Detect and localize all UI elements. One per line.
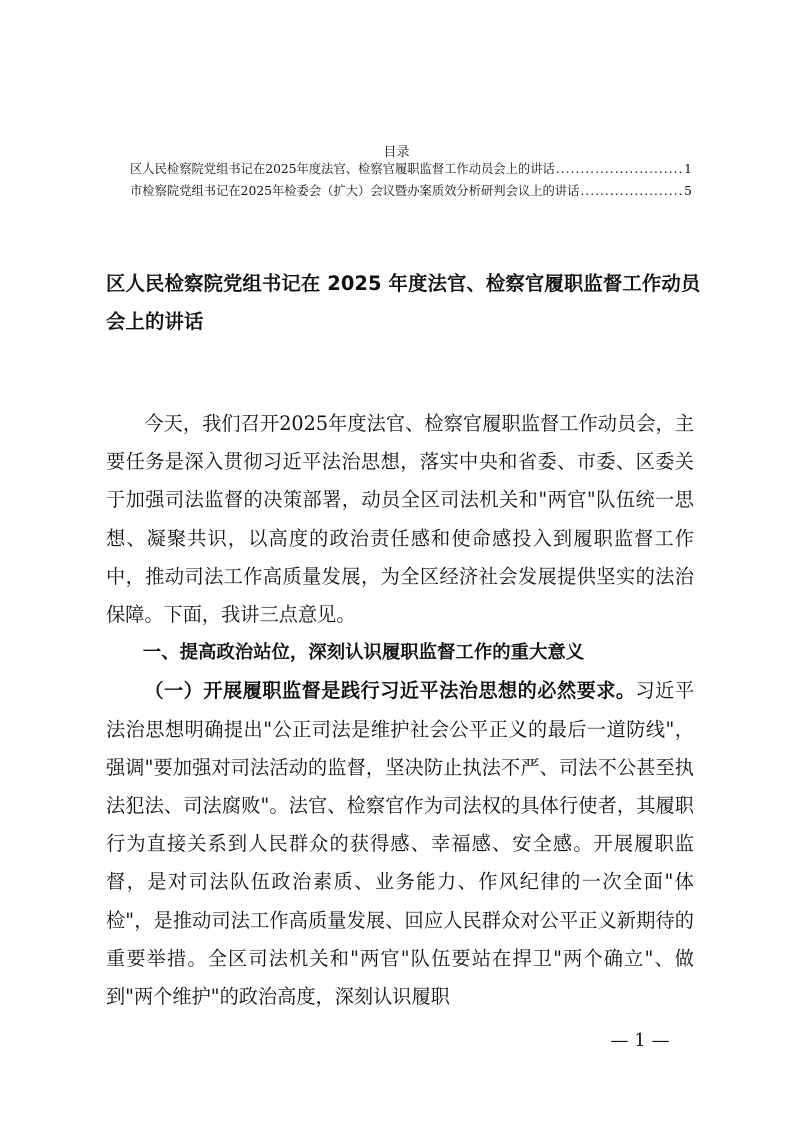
toc-entry-title: 市检察院党组书记在2025年检委会（扩大）会议暨办案质效分析研判会议上的讲话 <box>130 184 580 198</box>
toc-entry[interactable] <box>130 159 692 177</box>
toc-entry[interactable] <box>130 181 692 199</box>
section-heading: 一、提高政治站位，深刻认识履职监督工作的重大意义 <box>142 642 585 664</box>
subsection-paragraph <box>106 672 694 1016</box>
page-number: — 1 — <box>610 1030 670 1051</box>
toc-entry-page: 5 <box>684 184 692 198</box>
subsection-text: 习近平法治思想明确提出"公正司法是维护社会公平正义的最后一道防线"，强调"要加强对司法活动的监督，坚决防止执法不严、司法不公甚至执法犯法、司法腐败"。法官、检察官作为司法权的具体行使者，其履职行为直接关系到人民群众的获得感、幸福感、安全感。开展履职监督，是对司法队伍政治素质、业务能力、作风纪律的一次全面"体检"，是推动司法工作高质量发展、回应人民群众对公平正义新期待的重要举措。全区司法机关和"两官"队伍要站在捍卫"两个确立"、做到"两个维护"的政治高度，深刻认识履职 <box>106 679 695 1009</box>
toc-title: 目录 <box>383 145 410 160</box>
toc-leader-dots <box>556 162 683 176</box>
toc-entry-title: 区人民检察院党组书记在2025年度法官、检察官履职监督工作动员会上的讲话 <box>130 162 555 176</box>
toc-entry-page: 1 <box>684 162 692 176</box>
document-body <box>106 405 694 1016</box>
intro-paragraph: 今天，我们召开2025年度法官、检察官履职监督工作动员会，主要任务是深入贯彻习近平法治思想，落实中央和省委、市委、区委关于加强司法监督的决策部署，动员全区司法机关和"两官"队伍统一思想、凝聚共识，以高度的政治责任感和使命感投入到履职监督工作中，推动司法工作高质量发展，为全区经济社会发展提供坚实的法治保障。下面，我讲三点意见。 <box>106 412 694 627</box>
document-title: 区人民检察院党组书记在 2025 年度法官、检察官履职监督工作动员会上的讲话 <box>106 272 701 333</box>
toc-leader-dots <box>580 184 683 198</box>
subsection-lead: （一）开展履职监督是践行习近平法治思想的必然要求。 <box>144 679 636 703</box>
